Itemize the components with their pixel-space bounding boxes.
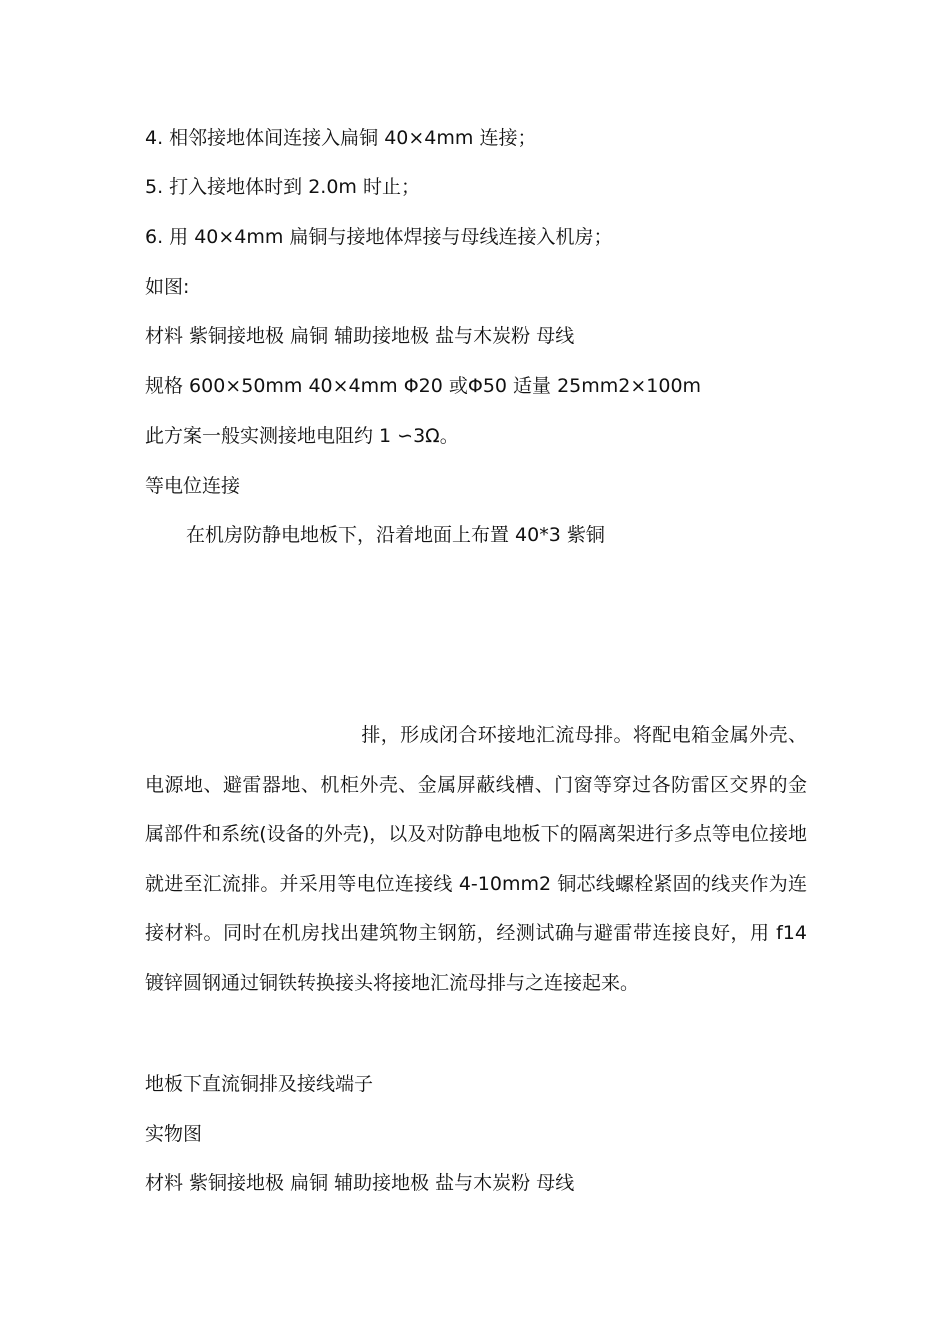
- step-4-line: 4. 相邻接地体间连接入扁铜 40×4mm 连接；: [145, 127, 537, 149]
- step-6-line: 6. 用 40×4mm 扁铜与接地体焊接与母线连接入机房；: [145, 226, 613, 248]
- materials-line: 材料 紫铜接地极 扁铜 辅助接地极 盐与木炭粉 母线: [145, 325, 575, 347]
- section-intro-line: 在机房防静电地板下，沿着地面上布置 40*3 紫铜: [186, 524, 605, 546]
- resistance-note-line: 此方案一般实测接地电阻约 1 ∽3Ω。: [145, 425, 459, 447]
- step-5-line: 5. 打入接地体时到 2.0m 时止；: [145, 176, 420, 198]
- specs-line: 规格 600×50mm 40×4mm Φ20 或Φ50 适量 25mm2×100m: [145, 375, 702, 397]
- paragraph-text: 排，形成闭合环接地汇流母排。将配电箱金属外壳、电源地、避雷器地、机柜外壳、金属屏蔽线槽、门窗等穿过各防雷区交界的金属部件和系统(设备的外壳)，以及对防静电地板下的隔离架进行多点等电位接地就进至汇流排。并采用等电位连接线 4-10mm2 铜芯线螺栓紧固的线夹作为连接材料。同时在机房找出建筑物主钢筋，经测试确与避雷带连接良好，用 f14 镀锌圆钢通过铜铁转换接头将接地汇流母排与之连接起来。: [145, 724, 807, 994]
- photo-caption-line: 实物图: [145, 1123, 203, 1145]
- dc-busbar-line: 地板下直流铜排及接线端子: [145, 1073, 374, 1095]
- figure-caption-line: 如图:: [145, 276, 190, 298]
- equipotential-paragraph: [145, 711, 807, 1008]
- materials-line-repeat: 材料 紫铜接地极 扁铜 辅助接地极 盐与木炭粉 母线: [145, 1172, 575, 1194]
- section-heading: 等电位连接: [145, 475, 241, 497]
